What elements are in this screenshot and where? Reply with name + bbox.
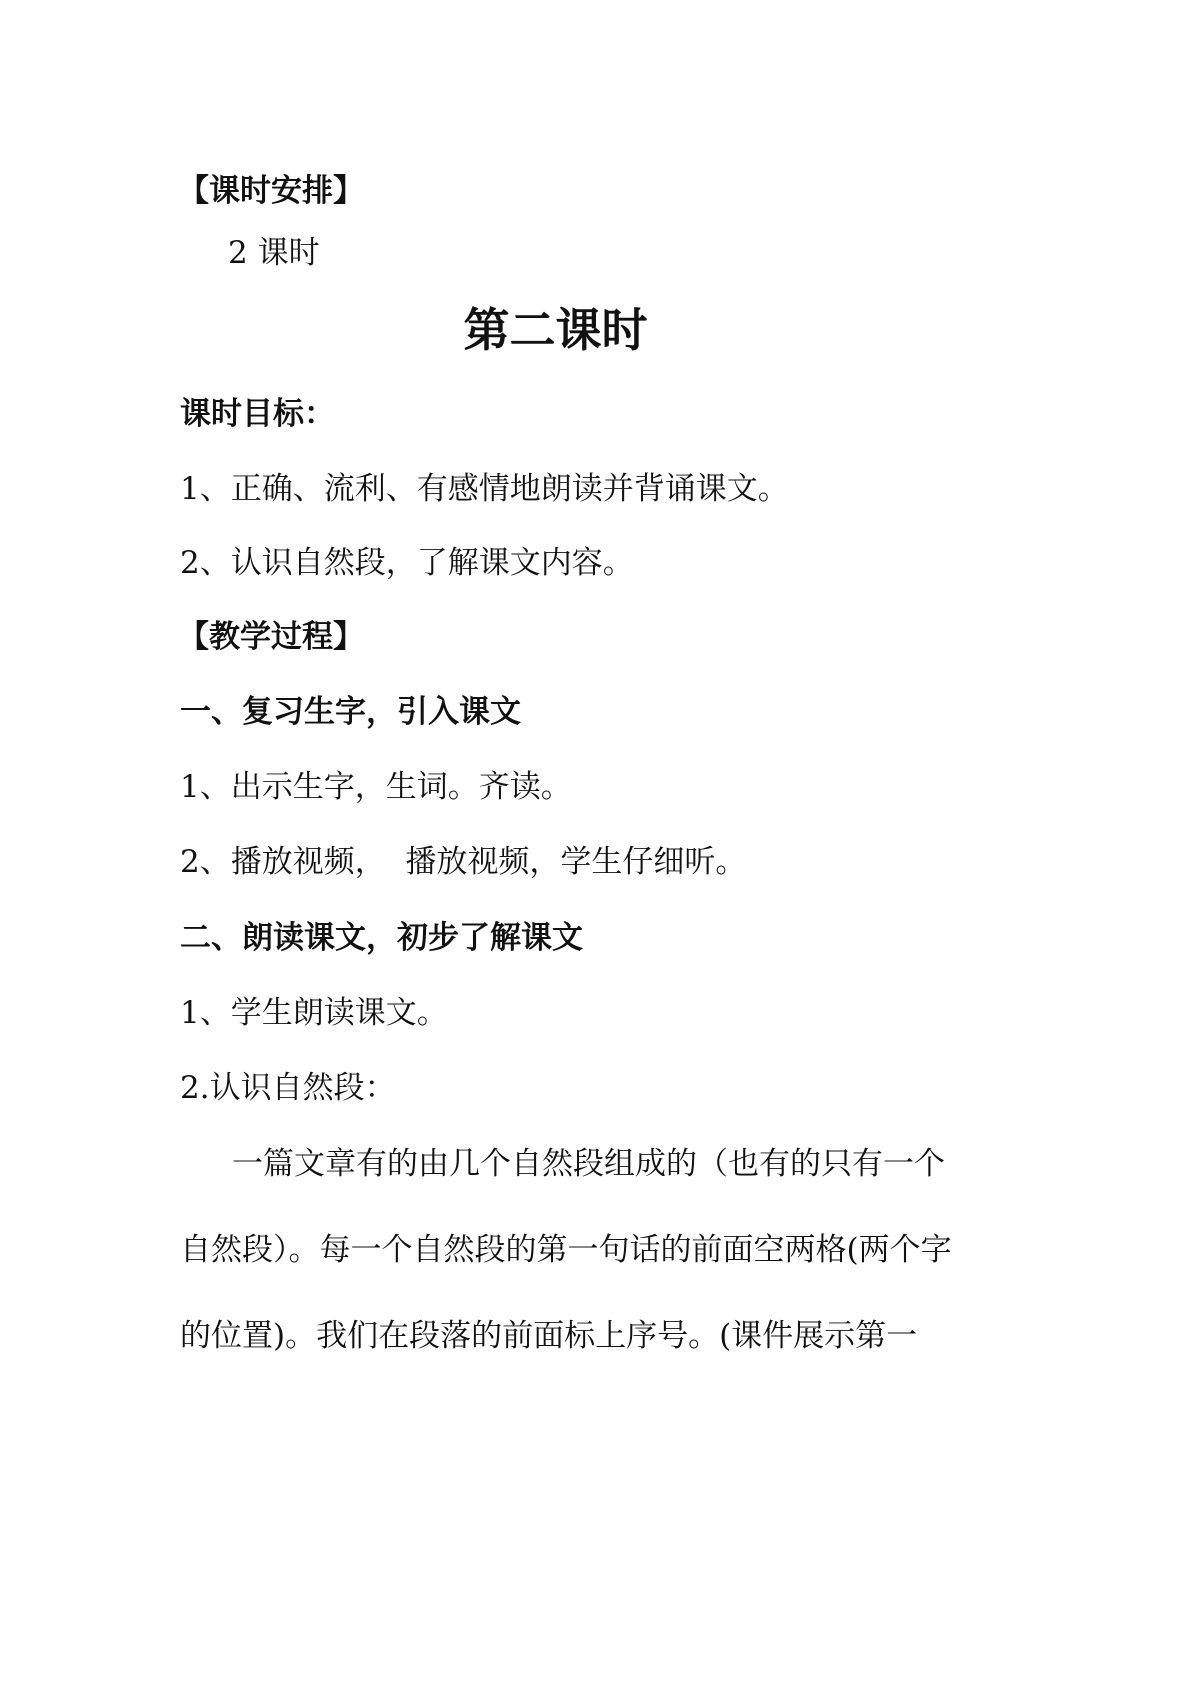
objectives-heading: 课时目标： xyxy=(180,396,335,432)
section-1-item-1: 1、出示生字，生词。齐读。 xyxy=(180,769,572,805)
section-2-item-2: 2.认识自然段： xyxy=(180,1070,396,1106)
lesson-title: 第二课时 xyxy=(463,303,648,357)
paragraph-line-2: 自然段）。每一个自然段的第一句话的前面空两格(两个字 xyxy=(180,1232,952,1268)
section-heading-2: 二、朗读课文，初步了解课文 xyxy=(180,920,583,956)
section-1-item-2: 2、播放视频， 播放视频，学生仔细听。 xyxy=(180,844,747,880)
schedule-heading: 【课时安排】 xyxy=(178,173,364,209)
paragraph-line-3: 的位置)。我们在段落的前面标上序号。(课件展示第一 xyxy=(180,1318,918,1354)
section-heading-1: 一、复习生字，引入课文 xyxy=(180,694,521,730)
section-2-item-1: 1、学生朗读课文。 xyxy=(180,995,448,1031)
process-heading: 【教学过程】 xyxy=(178,619,364,655)
schedule-value: 2 课时 xyxy=(228,235,320,271)
paragraph-line-1: 一篇文章有的由几个自然段组成的（也有的只有一个 xyxy=(232,1146,945,1182)
objective-item-1: 1、正确、流利、有感情地朗读并背诵课文。 xyxy=(180,471,789,507)
objective-item-2: 2、认识自然段，了解课文内容。 xyxy=(180,545,634,581)
